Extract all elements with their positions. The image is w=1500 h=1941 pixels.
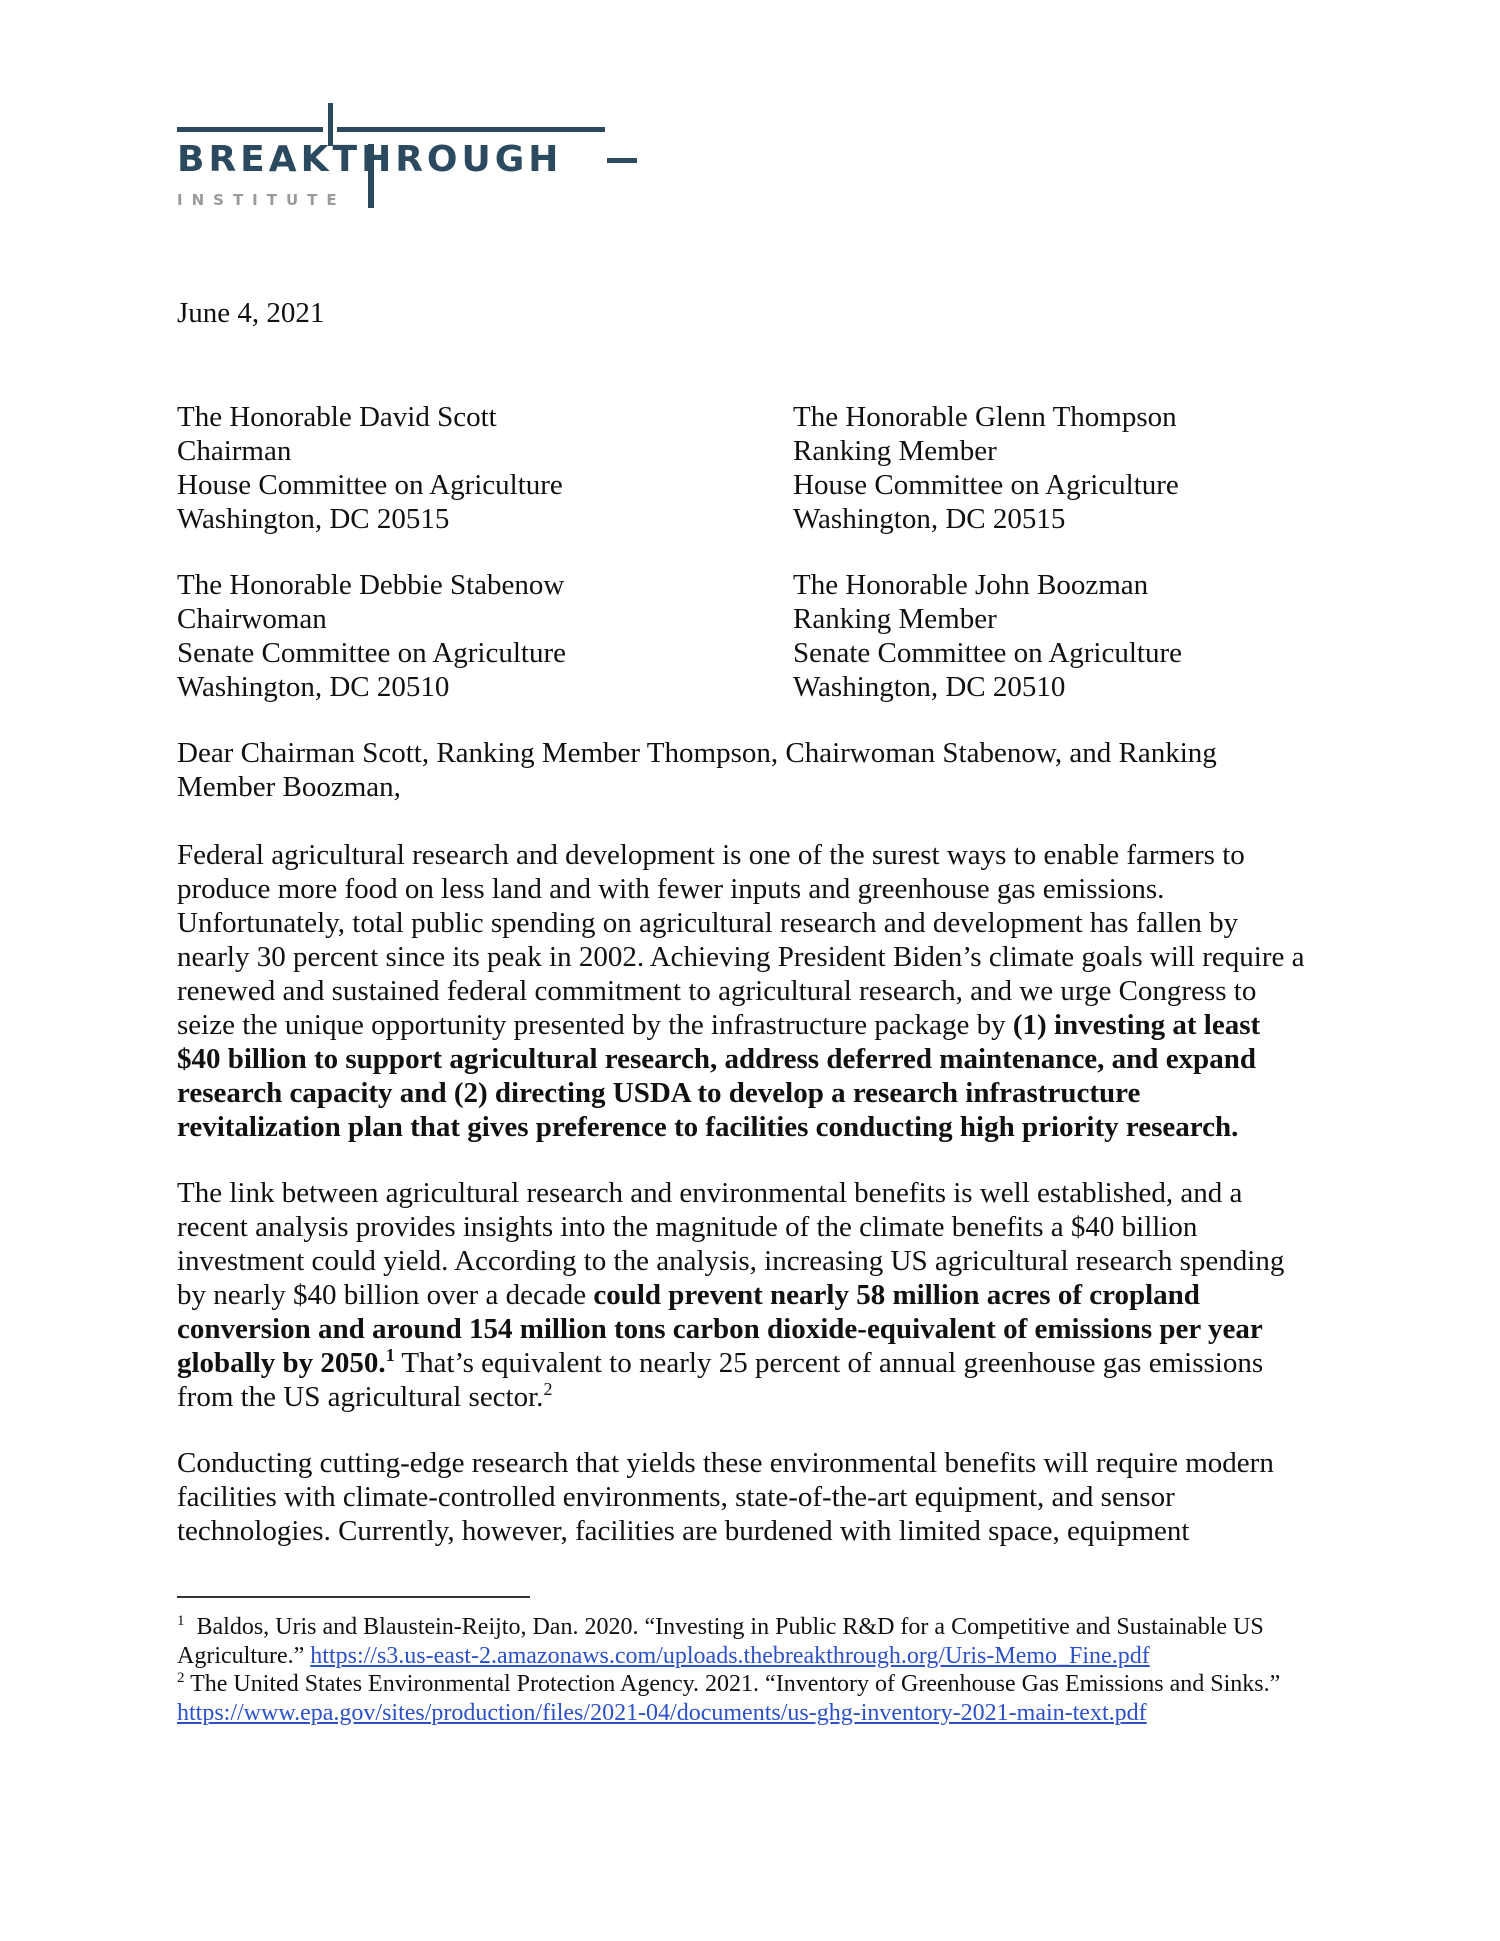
recipient-name: The Honorable John Boozman <box>793 569 1149 601</box>
recipient-block <box>177 568 566 704</box>
paragraph-line: investment could yield. According to the analysis, increasing US agricultural research spending <box>177 1245 1285 1277</box>
recipient-title: Chairwoman <box>177 603 327 635</box>
recipient-address: Washington, DC 20510 <box>793 671 1066 703</box>
paragraph-line: recent analysis provides insights into the magnitude of the climate benefits a $40 billion <box>177 1211 1198 1243</box>
recipient-block <box>793 400 1179 536</box>
paragraph-line: Conducting cutting-edge research that yields these environmental benefits will require modern <box>177 1447 1274 1479</box>
recipient-address: Washington, DC 20515 <box>793 503 1066 535</box>
body-paragraph <box>177 1446 1327 1548</box>
salutation-line: Dear Chairman Scott, Ranking Member Thompson, Chairwoman Stabenow, and Ranking <box>177 737 1217 769</box>
paragraph-line <box>177 1346 1327 1380</box>
logo-subtitle: INSTITUTE <box>177 191 346 209</box>
recipient-name: The Honorable Debbie Stabenow <box>177 569 565 601</box>
recipient-committee: House Committee on Agriculture <box>793 469 1179 501</box>
footnote-1 <box>177 1613 1327 1642</box>
logo-rule-left <box>177 127 323 132</box>
bold-paragraph-line: research capacity and (2) directing USDA to develop a research infrastructure <box>177 1077 1141 1109</box>
recipient-name: The Honorable David Scott <box>177 401 497 433</box>
paragraph-line: technologies. Currently, however, facilities are burdened with limited space, equipment <box>177 1515 1190 1547</box>
paragraph-line: Unfortunately, total public spending on agricultural research and development has fallen by <box>177 907 1239 939</box>
footnotes <box>177 1613 1327 1727</box>
recipient-committee: House Committee on Agriculture <box>177 469 563 501</box>
footnote-number: 1 <box>177 1613 185 1629</box>
regular-text: from the US agricultural sector. <box>177 1381 544 1413</box>
paragraph-line: Federal agricultural research and development is one of the surest ways to enable farmers to <box>177 839 1245 871</box>
body-paragraph <box>177 838 1327 1144</box>
paragraph-line: The link between agricultural research and environmental benefits is well established, and a <box>177 1177 1243 1209</box>
recipient-block <box>793 568 1182 704</box>
bold-paragraph-line: revitalization plan that gives preference to facilities conducting high priority research. <box>177 1111 1239 1143</box>
footnote-text: Baldos, Uris and Blaustein-Reijto, Dan. 2020. “Investing in Public R&D for a Competitive and Sustainable US <box>184 1614 1264 1640</box>
footnote-separator <box>177 1596 530 1598</box>
salutation <box>177 736 1327 804</box>
body-paragraph <box>177 1176 1327 1414</box>
paragraph-line: nearly 30 percent since its peak in 2002. Achieving President Biden’s climate goals will require a <box>177 941 1305 973</box>
logo-wordmark: BREAKTHROUGH <box>177 139 563 180</box>
footnote-text: Agriculture.” <box>177 1642 311 1669</box>
recipient-title: Ranking Member <box>793 603 997 635</box>
bold-paragraph-line: conversion and around 154 million tons carbon dioxide-equivalent of emissions per year <box>177 1313 1263 1345</box>
bold-text: (1) investing at least <box>1012 1009 1261 1041</box>
recipient-address: Washington, DC 20510 <box>177 671 450 703</box>
recipient-name: The Honorable Glenn Thompson <box>793 401 1177 433</box>
footnote-ref-2[interactable]: 2 <box>543 1379 553 1399</box>
footnote-number: 2 <box>177 1670 185 1686</box>
recipient-committee: Senate Committee on Agriculture <box>793 637 1182 669</box>
paragraph-line: produce more food on less land and with fewer inputs and greenhouse gas emissions. <box>177 873 1165 905</box>
regular-text: seize the unique opportunity presented by the infrastructure package by <box>177 1009 1013 1041</box>
recipient-address: Washington, DC 20515 <box>177 503 450 535</box>
bold-paragraph-line: $40 billion to support agricultural research, address deferred maintenance, and expand <box>177 1043 1256 1075</box>
footnote-2 <box>177 1670 1327 1699</box>
footnote-1-continued <box>177 1642 1327 1671</box>
paragraph-line <box>177 1008 1327 1042</box>
recipient-committee: Senate Committee on Agriculture <box>177 637 566 669</box>
letter-date: June 4, 2021 <box>177 297 325 329</box>
bold-text: could prevent nearly 58 million acres of cropland <box>593 1279 1200 1311</box>
paragraph-line: renewed and sustained federal commitment to agricultural research, and we urge Congress to <box>177 975 1257 1007</box>
regular-text: by nearly $40 billion over a decade <box>177 1279 594 1311</box>
paragraph-line <box>177 1278 1327 1312</box>
logo-h-bar <box>607 158 637 163</box>
footnote-ref-1[interactable]: 1 <box>385 1345 395 1365</box>
logo-rule-right <box>337 127 605 132</box>
paragraph-line <box>177 1380 1327 1414</box>
footnote-2-continued <box>177 1699 1327 1728</box>
recipient-title: Ranking Member <box>793 435 997 467</box>
recipient-title: Chairman <box>177 435 292 467</box>
regular-text: That’s equivalent to nearly 25 percent of annual greenhouse gas emissions <box>394 1347 1264 1379</box>
breakthrough-institute-logo <box>177 100 647 212</box>
footnote-1-link[interactable]: https://s3.us-east-2.amazonaws.com/uploads.thebreakthrough.org/Uris-Memo_Fine.pdf <box>310 1642 1150 1669</box>
recipient-block <box>177 400 563 536</box>
footnote-2-link[interactable]: https://www.epa.gov/sites/production/files/2021-04/documents/us-ghg-inventory-2021-main-text.pdf <box>177 1699 1147 1726</box>
salutation-line: Member Boozman, <box>177 771 401 803</box>
bold-text: globally by 2050. <box>177 1347 386 1379</box>
paragraph-line: facilities with climate-controlled environments, state-of-the-art equipment, and sensor <box>177 1481 1175 1513</box>
footnote-text: The United States Environmental Protection Agency. 2021. “Inventory of Greenhouse Gas Emissions and Sinks.” <box>184 1671 1281 1697</box>
